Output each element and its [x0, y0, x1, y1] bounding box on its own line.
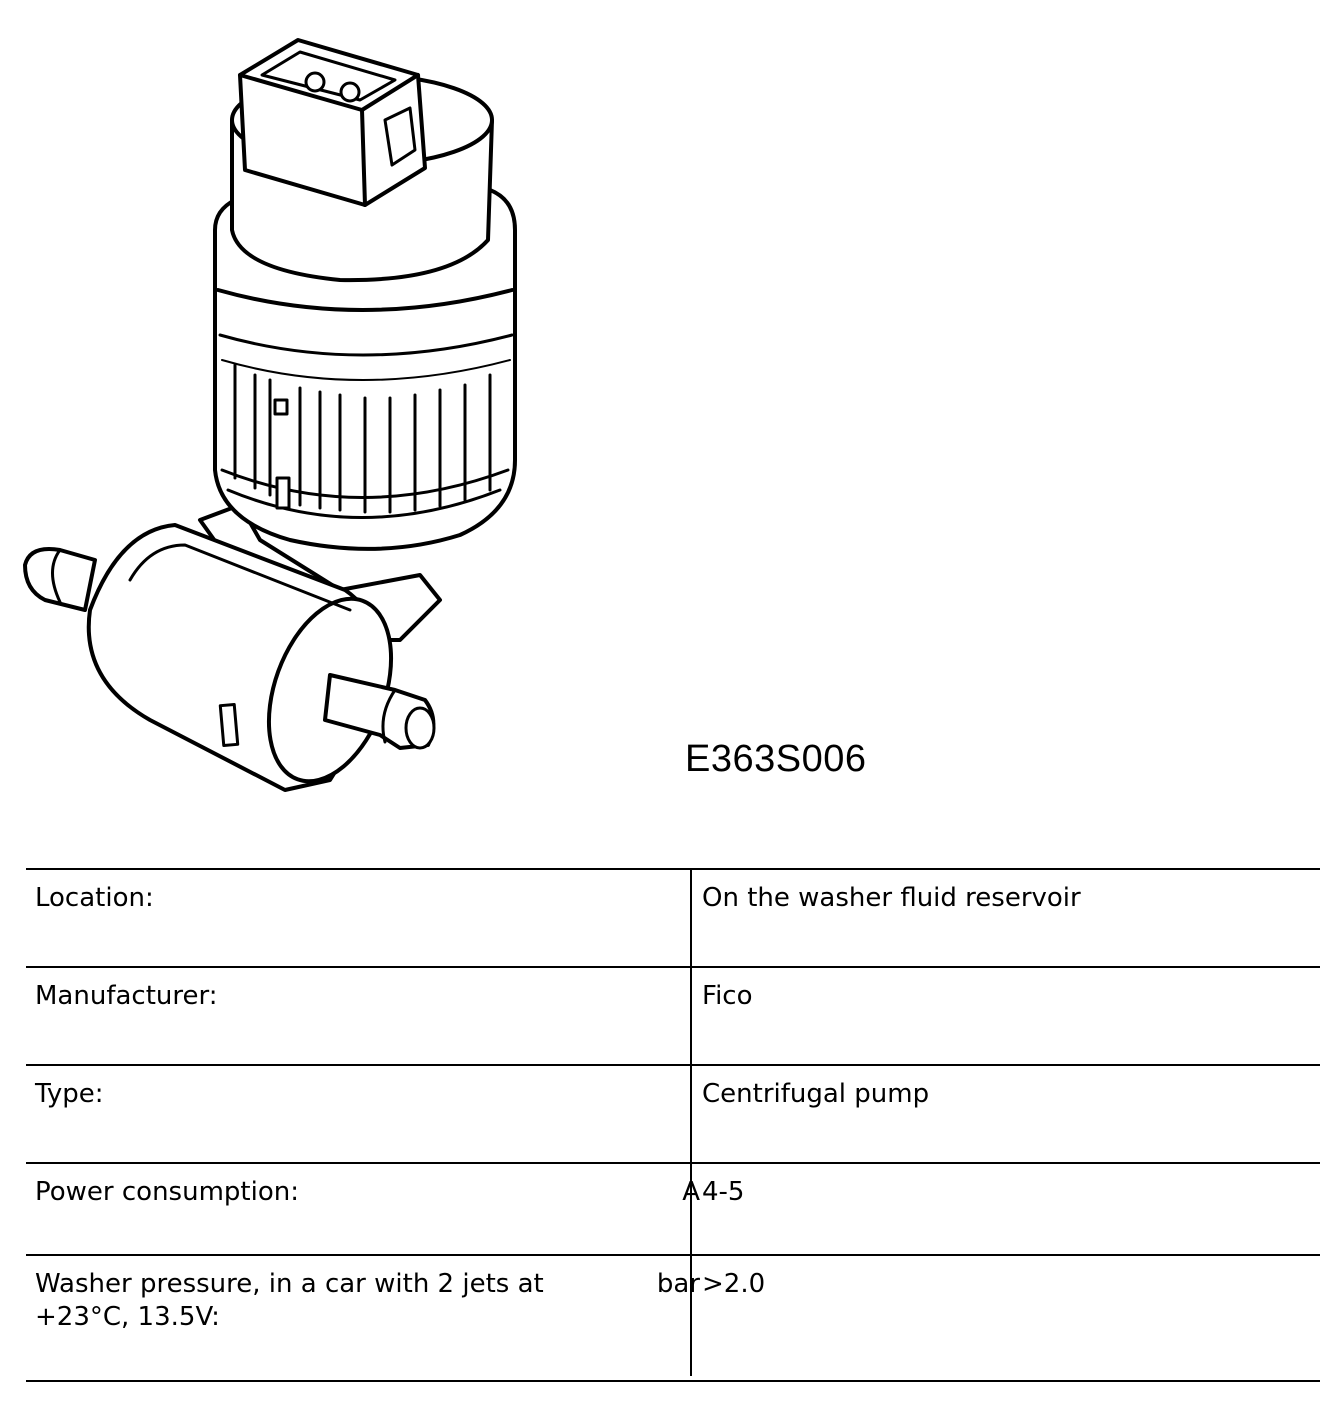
spec-label: Location:: [35, 883, 154, 913]
table-row: [26, 1162, 1320, 1254]
spec-table: [26, 868, 1320, 1382]
spec-unit: A: [682, 1177, 700, 1207]
table-row: [26, 1254, 1320, 1382]
spec-label: Manufacturer:: [35, 981, 218, 1011]
spec-value: Centrifugal pump: [702, 1079, 930, 1109]
table-row: [26, 868, 1320, 966]
spec-value: 4-5: [702, 1177, 745, 1207]
washer-pump-icon: [0, 0, 700, 820]
table-row: [26, 966, 1320, 1064]
spec-label: Power consumption:: [35, 1177, 299, 1207]
spec-value: >2.0: [702, 1269, 766, 1299]
spec-value: On the washer fluid reservoir: [702, 883, 1081, 913]
spec-value: Fico: [702, 981, 753, 1011]
spec-unit: bar: [656, 1269, 700, 1299]
table-row: [26, 1064, 1320, 1162]
spec-label: Type:: [35, 1079, 104, 1109]
figure-code: E363S006: [685, 738, 867, 780]
spec-label: Washer pressure, in a car with 2 jets at +23°C, 13.5V:: [35, 1269, 544, 1332]
